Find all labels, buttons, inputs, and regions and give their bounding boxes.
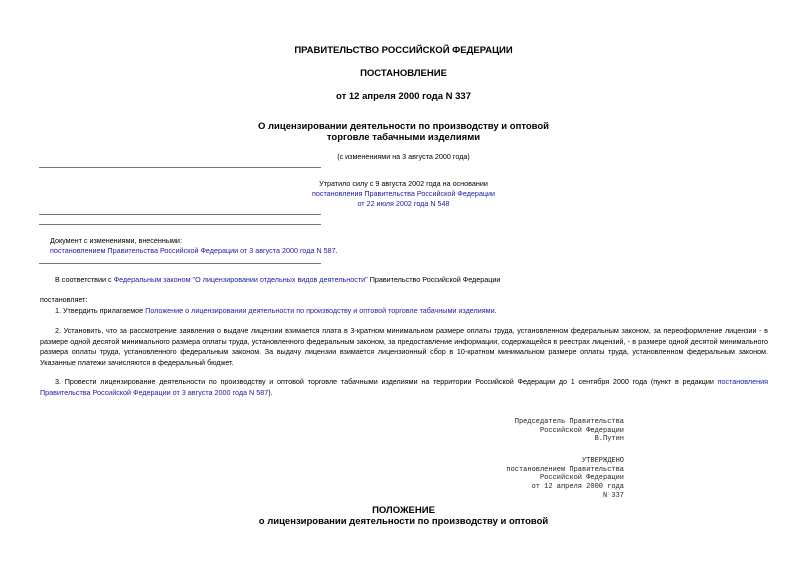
signature-block bbox=[515, 418, 624, 444]
changes-note: (с изменениями на 3 августа 2000 года) bbox=[337, 152, 470, 161]
signature-line2: Российской Федерации bbox=[539, 426, 624, 435]
appendix-subtitle: о лицензировании деятельности по производству и оптовой bbox=[258, 516, 549, 527]
status-link-line1[interactable]: постановления Правительства Российской Федерации bbox=[311, 189, 496, 198]
approval-line2: постановлением Правительства bbox=[506, 465, 624, 474]
approval-line1: УТВЕРЖДЕНО bbox=[581, 457, 624, 465]
amendment-link[interactable]: постановления Правительства Российской Федерации от 3 августа 2000 года N 587 bbox=[40, 377, 768, 397]
document-title-line2: торговле табачными изделиями bbox=[326, 132, 481, 143]
approval-block bbox=[506, 457, 624, 501]
document-title-line1: О лицензировании деятельности по производству и оптовой bbox=[257, 121, 550, 132]
federal-law-link[interactable]: Федеральным законом "О лицензировании отдельных видов деятельности" bbox=[113, 275, 368, 284]
status-expired: Утратило силу с 9 августа 2002 года на основании bbox=[319, 179, 488, 188]
document-type: ПОСТАНОВЛЕНИЕ bbox=[360, 68, 447, 79]
divider bbox=[39, 214, 321, 215]
item-1-after: . bbox=[494, 306, 497, 315]
preamble bbox=[55, 275, 500, 286]
item-3 bbox=[40, 377, 768, 398]
amendments-label: Документ с изменениями, внесенными: bbox=[50, 236, 182, 245]
amendments-line bbox=[50, 246, 338, 257]
item-3-after: ). bbox=[268, 387, 273, 397]
signature-line3: В.Путин bbox=[594, 435, 624, 444]
item-1 bbox=[55, 306, 497, 317]
divider bbox=[39, 167, 321, 168]
regulation-link[interactable]: Положение о лицензировании деятельности по производству и оптовой торговле табачными изделиями bbox=[145, 306, 495, 315]
amendments-after: . bbox=[335, 246, 338, 255]
item-3-before: 3. Провести лицензирование деятельности по производству и оптовой торговле табачными изделиями на территории Российской Федерации до 1 сентября 2000 года (пункт в редакции bbox=[55, 377, 718, 386]
signature-line1: Председатель Правительства bbox=[514, 418, 624, 426]
approval-line4: от 12 апреля 2000 года bbox=[531, 483, 624, 492]
approval-line5: N 337 bbox=[602, 491, 624, 500]
approval-line3: Российской Федерации bbox=[539, 474, 624, 483]
appendix-title: ПОЛОЖЕНИЕ bbox=[372, 505, 435, 516]
document-authority: ПРАВИТЕЛЬСТВО РОССИЙСКОЙ ФЕДЕРАЦИИ bbox=[294, 45, 513, 56]
resolves-label: постановляет: bbox=[40, 295, 88, 304]
item-1-before: 1. Утвердить прилагаемое bbox=[55, 306, 146, 315]
preamble-before: В соответствии с bbox=[55, 275, 114, 284]
status-link-line2[interactable]: от 22 июля 2002 года N 548 bbox=[357, 199, 450, 208]
document-date-number: от 12 апреля 2000 года N 337 bbox=[336, 91, 471, 102]
divider bbox=[39, 224, 321, 225]
item-2: 2. Установить, что за рассмотрение заявления о выдаче лицензии взимается плата в 3-кратном минимальном размере оплаты труда, установленном федеральным законом, за переоформление лицензии - в размере одной десятой минимального размера оплаты труда, установленного федеральным законом, за предоставление информации, содержащейся в реестрах лицензий, - в размере одной десятой минимального размера оплаты труда, установленного федеральным законом. За выдачу лицензии взимается лицензионный сбор в 10-кратном минимальном размере оплаты труда, установленном федеральным законом. Указанные платежи зачисляются в федеральный бюджет. bbox=[40, 326, 768, 367]
preamble-after: Правительство Российской Федерации bbox=[367, 275, 501, 284]
divider bbox=[39, 263, 321, 264]
amendments-link[interactable]: постановлением Правительства Российской Федерации от 3 августа 2000 года N 587 bbox=[50, 246, 336, 255]
